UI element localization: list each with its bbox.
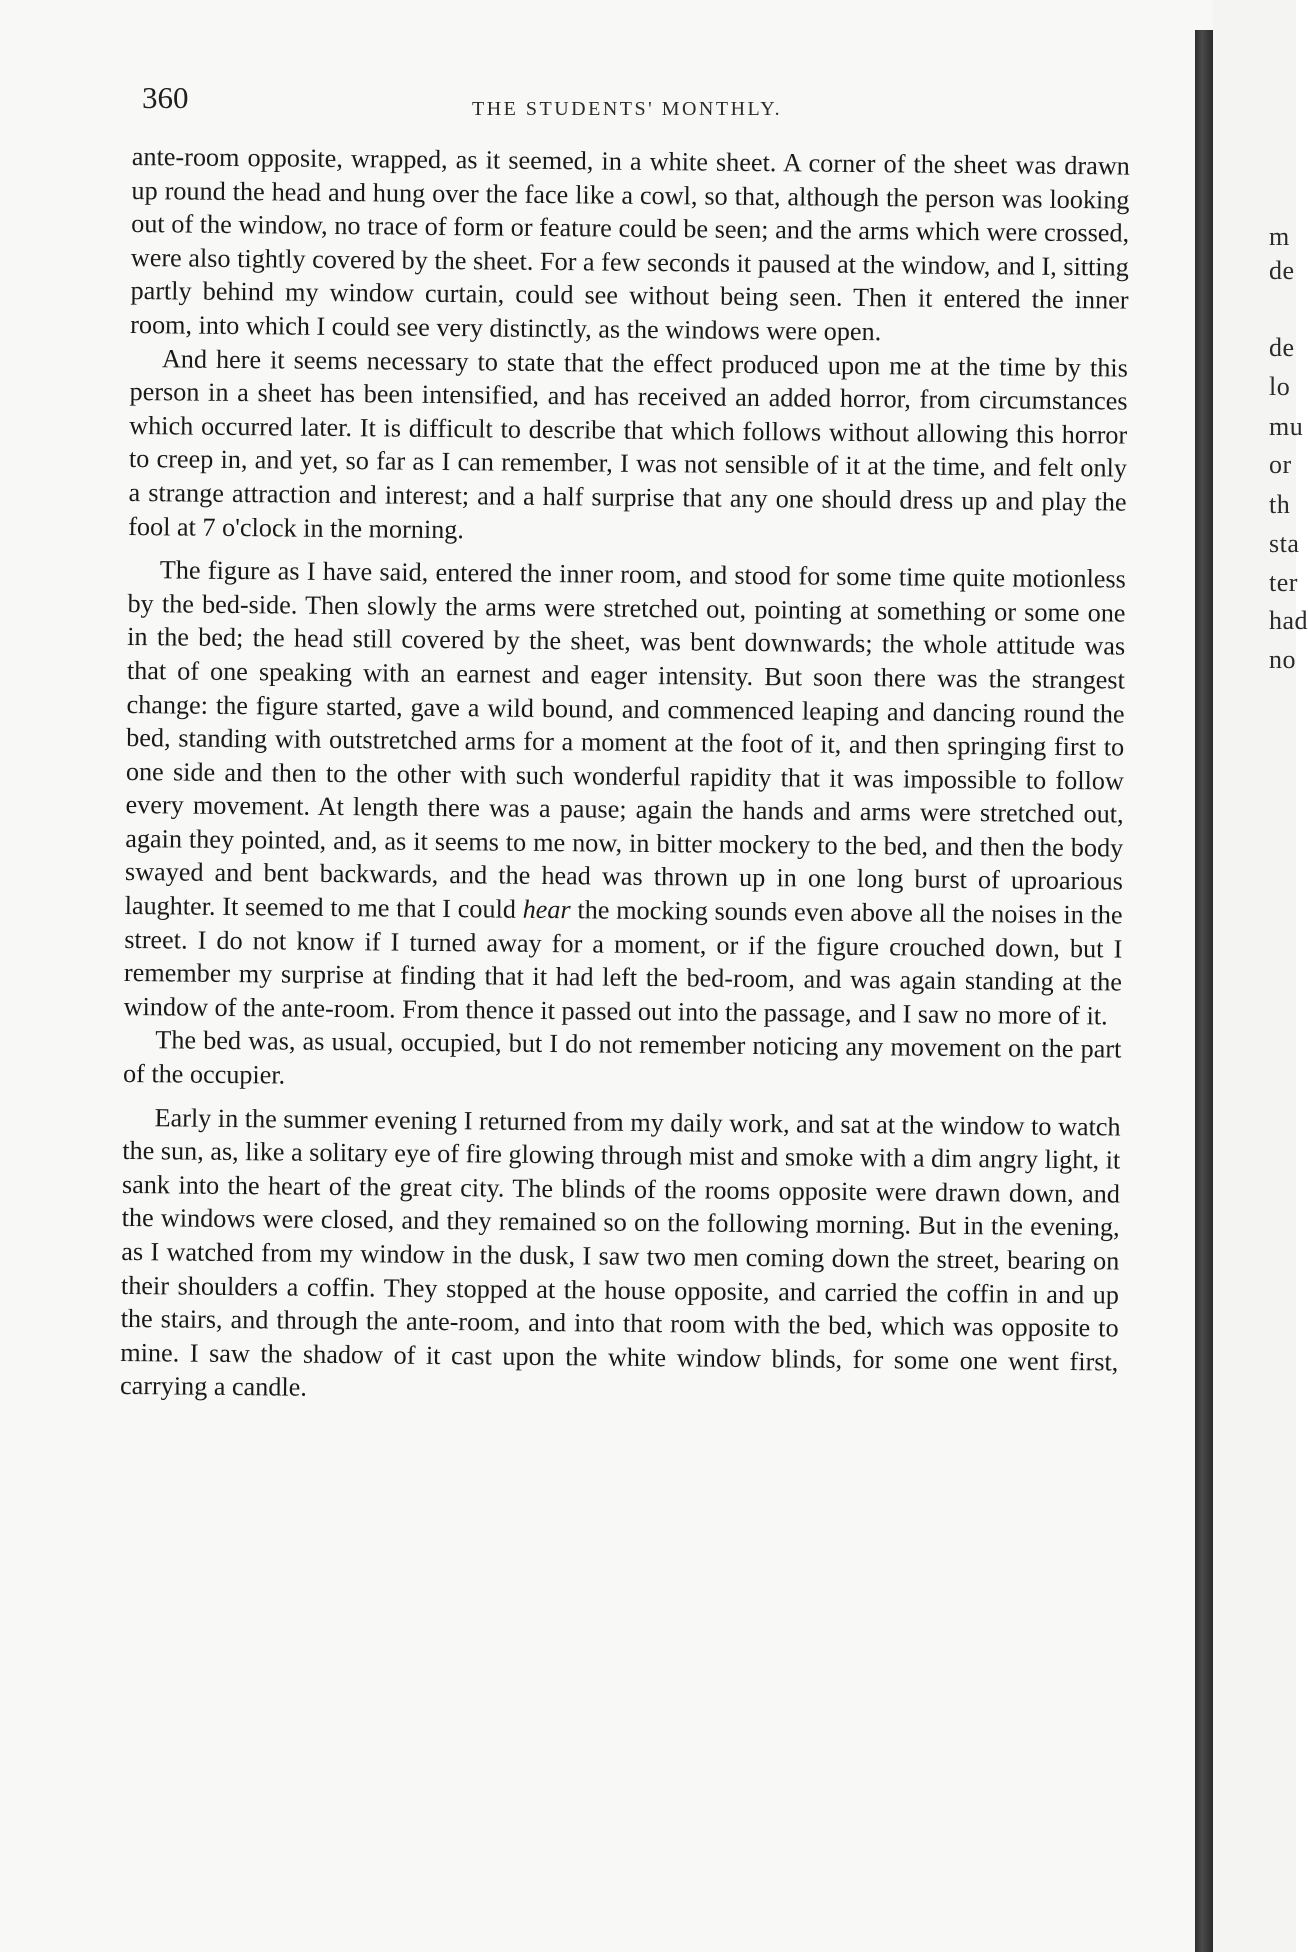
- facing-page-fragment: or: [1269, 450, 1292, 479]
- facing-page-fragment: de: [1269, 256, 1295, 285]
- page-header: [142, 74, 1142, 134]
- paragraph-3-part-1: The figure as I have said, entered the inner room, and stood for some time quite motionless by the bed-side. Then slowly the arms were stretched out, pointing at something or some one in the bed; the head still covered by the sheet, was bent downwards; the whole attitude was that of one speaking with an earnest and eager intensity. But soon there was the strangest change: the figure started, gave a wild bound, and commenced leaping and dancing round the bed, standing with outstretched arms for a moment at the foot of it, and then springing first to one side and then to the other with such wonderful rapidity that it was impossible to follow every movement. At length there was a pause; again the hands and arms were stretched out, again they pointed, and, as it seems to me now, in bitter mockery to the bed, and then the body swayed and bent backwards, and the head was thrown up in one long burst of uproarious laughter. It seemed to me that I could: [124, 555, 1126, 924]
- facing-page-edge: [1213, 0, 1308, 1952]
- facing-page-fragment: no: [1269, 645, 1296, 674]
- emphasis-hear: hear: [522, 894, 571, 925]
- facing-page-fragment: lo: [1269, 372, 1291, 401]
- facing-page-fragment: had: [1269, 606, 1308, 635]
- paragraph-3-part-2: the mocking sounds even above all the noises in the street. I do not know if I turned away for a moment, or if the figure crouched down, but I remember my surprise at finding that it had left the bed-room, and was again standing at the window of the ante-room. From thence it passed out into the passage, and I saw no more of it.: [123, 895, 1123, 1031]
- facing-page-fragment: th: [1269, 490, 1291, 519]
- facing-page-fragment: m: [1269, 222, 1290, 251]
- paragraph-5: Early in the summer evening I returned from my daily work, and sat at the window to watch the sun, as, like a solitary eye of fire glowing through mist and smoke with a dim angry light, it sank into the heart of the great city. The blinds of the rooms opposite were drawn down, and the windows were closed, and they remained so on the following morning. But in the evening, as I watched from my window in the dusk, I saw two men coming down the street, bearing on their shoulders a coffin. They stopped at the house opposite, and carried the coffin in and up the stairs, and through the ante-room, and into that room with the bed, which was opposite to mine. I saw the shadow of it cast upon the white window blinds, for some one went first, carrying a candle.: [119, 1102, 1121, 1403]
- facing-page-fragment: mu: [1269, 412, 1304, 441]
- facing-page-fragment: ter: [1269, 568, 1298, 597]
- book-gutter: [1195, 30, 1213, 1952]
- paragraph-2: And here it seems necessary to state that the effect produced upon me at the time by this person in a sheet has been intensified, and has received an added horror, from circumstances which occurred later. It is difficult to describe that which follows without allowing this horror to creep in, and yet, so far as I can remember, I was not sensible of it at the time, and felt only a strange attraction and interest; and a half surprise that any one should dress up and play the fool at 7 o'clock in the morning.: [128, 343, 1128, 544]
- page-number: 360: [142, 80, 189, 115]
- paragraph-4: The bed was, as usual, occupied, but I do not remember noticing any movement on the part of the occupier.: [122, 1025, 1122, 1090]
- paragraph-1: ante-room opposite, wrapped, as it seemed, in a white sheet. A corner of the sheet was drawn up round the head and hung over the face like a cowl, so that, although the person was looking out of the window, no trace of form or feature could be seen; and the arms which were crossed, were also tightly covered by the sheet. For a few seconds it paused at the window, and I, sitting partly behind my window curtain, could see without being seen. Then it entered the inner room, into which I could see very distinctly, as the windows were open.: [130, 141, 1130, 347]
- paragraph-3: [124, 553, 1126, 1033]
- facing-page-fragment: sta: [1269, 529, 1300, 558]
- running-head: THE STUDENTS' MONTHLY.: [472, 98, 783, 120]
- facing-page-fragment: de: [1269, 333, 1295, 362]
- body-text: [120, 140, 1130, 1412]
